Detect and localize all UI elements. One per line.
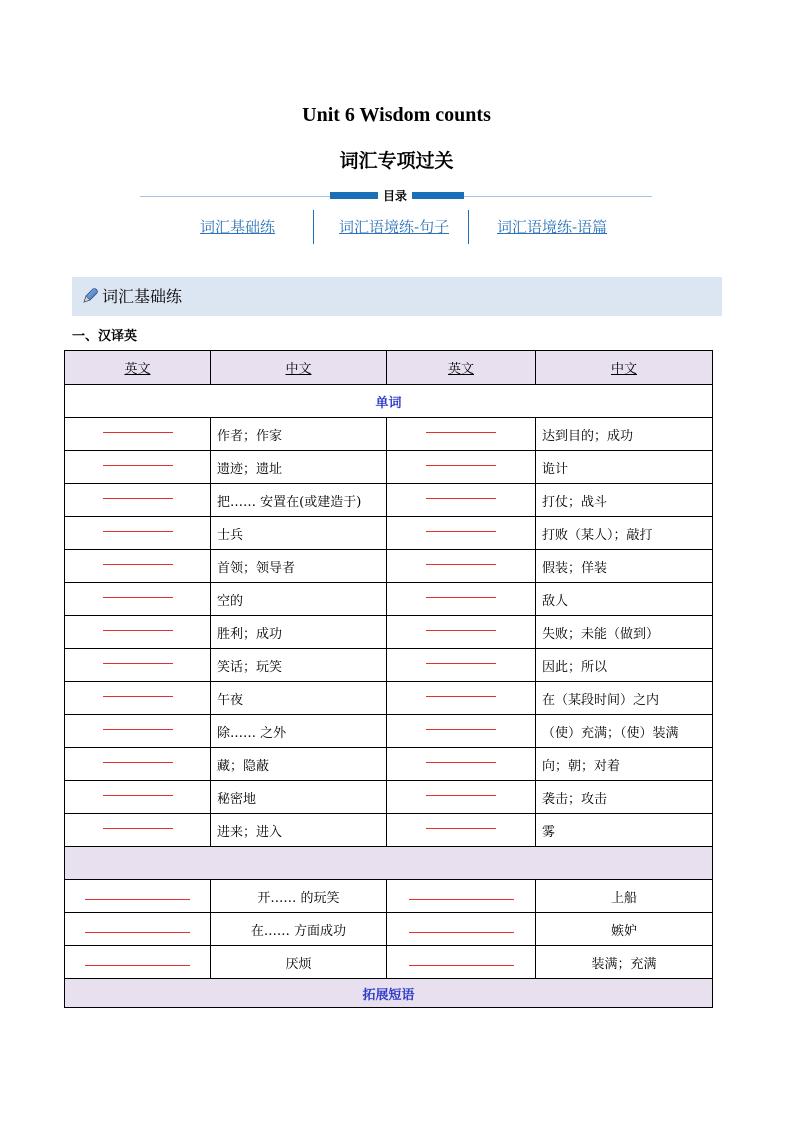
chinese-meaning: 胜利；成功: [211, 616, 387, 649]
table-row: [65, 880, 713, 913]
words-band: 单词: [65, 385, 713, 418]
extension-phrases-band: 拓展短语: [65, 979, 713, 1008]
chinese-meaning: （使）充满；（使）装满: [536, 715, 713, 748]
answer-blank[interactable]: [387, 550, 536, 583]
answer-blank[interactable]: [65, 649, 211, 682]
section-title: 词汇基础练: [102, 287, 183, 306]
answer-blank[interactable]: [65, 814, 211, 847]
chinese-meaning: 首领；领导者: [211, 550, 387, 583]
chinese-meaning: 打仗；战斗: [536, 484, 713, 517]
answer-blank[interactable]: [387, 649, 536, 682]
answer-blank[interactable]: [65, 583, 211, 616]
answer-blank[interactable]: [387, 616, 536, 649]
table-row: [65, 913, 713, 946]
page-title: Unit 6 Wisdom counts: [302, 104, 491, 126]
answer-blank[interactable]: [387, 451, 536, 484]
answer-blank[interactable]: [65, 715, 211, 748]
toc-link-vocab-basic[interactable]: 词汇基础练: [200, 218, 276, 236]
answer-blank[interactable]: [65, 418, 211, 451]
chinese-meaning: 开…… 的玩笑: [211, 880, 387, 913]
chinese-meaning: 空的: [211, 583, 387, 616]
answer-blank[interactable]: [387, 583, 536, 616]
answer-blank[interactable]: [387, 682, 536, 715]
header-english: 英文: [65, 351, 211, 385]
answer-blank[interactable]: [65, 550, 211, 583]
chinese-meaning: 打败（某人）；敲打: [536, 517, 713, 550]
answer-blank[interactable]: [387, 484, 536, 517]
header-chinese: 中文: [536, 351, 713, 385]
answer-blank[interactable]: [65, 946, 211, 979]
answer-blank[interactable]: [387, 715, 536, 748]
phrases-band: [65, 847, 713, 880]
chinese-meaning: 嫉妒: [536, 913, 713, 946]
chinese-meaning: 在…… 方面成功: [211, 913, 387, 946]
table-row: [65, 616, 713, 649]
answer-blank[interactable]: [65, 451, 211, 484]
table-row: [65, 946, 713, 979]
chinese-meaning: 诡计: [536, 451, 713, 484]
answer-blank[interactable]: [387, 418, 536, 451]
table-row: [65, 814, 713, 847]
chinese-meaning: 藏；隐蔽: [211, 748, 387, 781]
chinese-meaning: 因此；所以: [536, 649, 713, 682]
toc-divider: [140, 186, 652, 206]
answer-blank[interactable]: [65, 682, 211, 715]
answer-blank[interactable]: [65, 517, 211, 550]
chinese-meaning: 午夜: [211, 682, 387, 715]
table-row: [65, 484, 713, 517]
chinese-meaning: 达到目的；成功: [536, 418, 713, 451]
chinese-meaning: 作者；作家: [211, 418, 387, 451]
answer-blank[interactable]: [387, 913, 536, 946]
answer-blank[interactable]: [65, 748, 211, 781]
table-row: [65, 517, 713, 550]
toc-link-context-passage[interactable]: 词汇语境练-语篇: [497, 218, 608, 236]
toc-separator: [313, 210, 314, 244]
table-row: [65, 715, 713, 748]
chinese-meaning: 敌人: [536, 583, 713, 616]
chinese-meaning: 假装；佯装: [536, 550, 713, 583]
answer-blank[interactable]: [65, 616, 211, 649]
chinese-meaning: 失败；未能（做到）: [536, 616, 713, 649]
header-chinese: 中文: [211, 351, 387, 385]
toc-separator: [468, 210, 469, 244]
chinese-meaning: 士兵: [211, 517, 387, 550]
answer-blank[interactable]: [387, 517, 536, 550]
answer-blank[interactable]: [65, 484, 211, 517]
toc-label: 目录: [378, 186, 412, 206]
answer-blank[interactable]: [65, 880, 211, 913]
answer-blank[interactable]: [387, 748, 536, 781]
chinese-meaning: 上船: [536, 880, 713, 913]
section-header: [72, 277, 722, 316]
table-row: [65, 550, 713, 583]
chinese-meaning: 在（某段时间）之内: [536, 682, 713, 715]
answer-blank[interactable]: [387, 781, 536, 814]
answer-blank[interactable]: [387, 814, 536, 847]
page-subtitle: 词汇专项过关: [339, 150, 454, 172]
chinese-meaning: 遗迹；遗址: [211, 451, 387, 484]
chinese-meaning: 厌烦: [211, 946, 387, 979]
table-row: [65, 682, 713, 715]
chinese-meaning: 袭击；攻击: [536, 781, 713, 814]
exercise-heading: 一、汉译英: [72, 329, 138, 344]
chinese-meaning: 装满；充满: [536, 946, 713, 979]
table-row: [65, 748, 713, 781]
vocab-table: [64, 350, 713, 1008]
table-row: [65, 583, 713, 616]
chinese-meaning: 笑话；玩笑: [211, 649, 387, 682]
header-english: 英文: [387, 351, 536, 385]
table-row: [65, 418, 713, 451]
table-row: [65, 649, 713, 682]
toc-link-context-sentence[interactable]: 词汇语境练-句子: [339, 218, 450, 236]
chinese-meaning: 除…… 之外: [211, 715, 387, 748]
answer-blank[interactable]: [65, 781, 211, 814]
chinese-meaning: 秘密地: [211, 781, 387, 814]
pencil-icon: [81, 287, 99, 305]
answer-blank[interactable]: [387, 946, 536, 979]
chinese-meaning: 进来；进入: [211, 814, 387, 847]
chinese-meaning: 把…… 安置在(或建造于): [211, 484, 387, 517]
chinese-meaning: 向；朝；对着: [536, 748, 713, 781]
table-row: [65, 451, 713, 484]
answer-blank[interactable]: [387, 880, 536, 913]
chinese-meaning: 雾: [536, 814, 713, 847]
answer-blank[interactable]: [65, 913, 211, 946]
table-header-row: [65, 351, 713, 385]
table-row: [65, 781, 713, 814]
